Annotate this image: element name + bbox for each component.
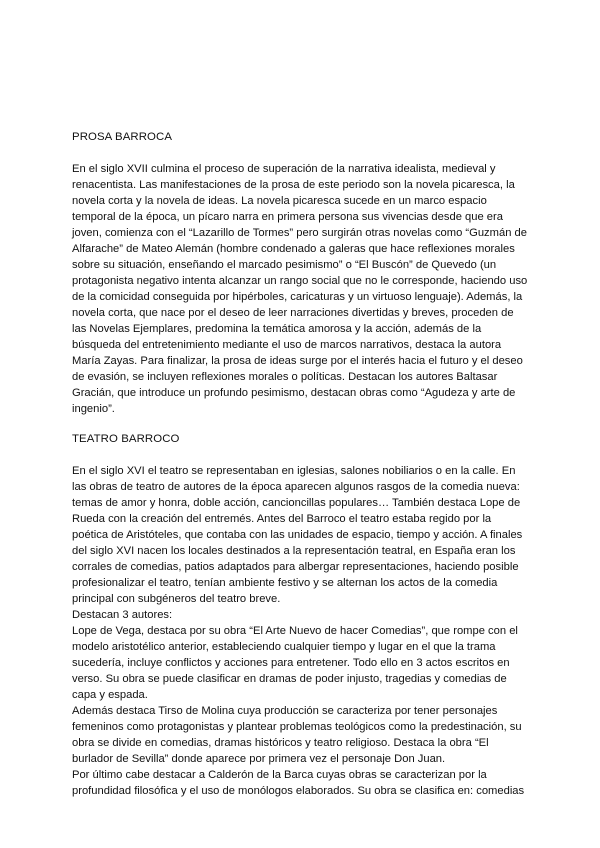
paragraph: En el siglo XVI el teatro se representaban en iglesias, salones nobiliarios o en la calle. En las obras de teatro de autores de la época aparecen algunos rasgos de la comedia nueva: temas de amor y honra, doble acción, cancioncillas populares… También destaca Lope de Rueda con la creación del entremés. Antes del Barroco el teatro estaba regido por la poética de Aristóteles, que contaba con las unidades de espacio, tiempo y acción. A finales del siglo XVI nacen los locales destinados a la representación teatral, en España eran los corrales de comedias, patios adaptados para albergar representaciones, haciendo posible profesionalizar el teatro, tenían ambiente festivo y se alternan los actos de la comedia principal con subgéneros del teatro breve. [72, 465, 523, 605]
paragraph: Por último cabe destacar a Calderón de la Barca cuyas obras se caracterizan por la profundidad filosófica y el uso de monólogos elaborados. Su obra se clasifica en: comedias [72, 769, 525, 797]
section-heading: TEATRO BARROCO [72, 433, 180, 445]
section-heading: PROSA BARROCA [72, 131, 173, 143]
paragraph: Además destaca Tirso de Molina cuya producción se caracteriza por tener personajes femeninos como protagonistas y plantear problemas teológicos como la predestinación, su obra se divide en comedias, dramas históricos y teatro religioso. Destaca la obra “El burlador de Sevilla” donde aparece por primera vez el personaje Don Juan. [72, 705, 522, 765]
paragraph: Lope de Vega, destaca por su obra “El Arte Nuevo de hacer Comedias”, que rompe con el modelo aristotélico anterior, estableciendo cualquier tiempo y lugar en el que la trama sucedería, incluye conflictos y acciones para entretener. Todo ello en 3 actos escritos en verso. Su obra se puede clasificar en dramas de poder injusto, tragedias y comedias de capa y espada. [72, 625, 518, 701]
section-prosa-barroca [72, 129, 530, 417]
section-teatro-barroco [72, 431, 530, 799]
paragraph: Destacan 3 autores: [72, 609, 173, 621]
paragraph: En el siglo XVII culmina el proceso de superación de la narrativa idealista, medieval y renacentista. Las manifestaciones de la prosa de este periodo son la novela picaresca, la novela corta y la novela de ideas. La novela picaresca sucede en un marco espacio temporal de la época, un pícaro narra en primera persona sus vivencias desde que era joven, comienza con el “Lazarillo de Tormes” pero surgirán otras novelas como “Guzmán de Alfarache” de Mateo Alemán (hombre condenado a galeras que hace reflexiones morales sobre su situación, enseñando el marcado pesimismo” o “El Buscón” de Quevedo (un protagonista negativo intenta alcanzar un rango social que no le corresponde, haciendo uso de la comicidad conseguida por hipérboles, caricaturas y un virtuoso lenguaje). Además, la novela corta, que nace por el deseo de leer narraciones divertidas y breves, proceden de las Novelas Ejemplares, predomina la temática amorosa y la acción, además de la búsqueda del entretenimiento mediante el uso de marcos narrativos, destaca la autora María Zayas. Para finalizar, la prosa de ideas surge por el interés hacia el futuro y el deseo de evasión, se incluyen reflexiones morales o políticas. Destacan los autores Baltasar Gracián, que introduce un profundo pesimismo, destacan obras como “Agudeza y arte de ingenio”. [72, 163, 528, 415]
